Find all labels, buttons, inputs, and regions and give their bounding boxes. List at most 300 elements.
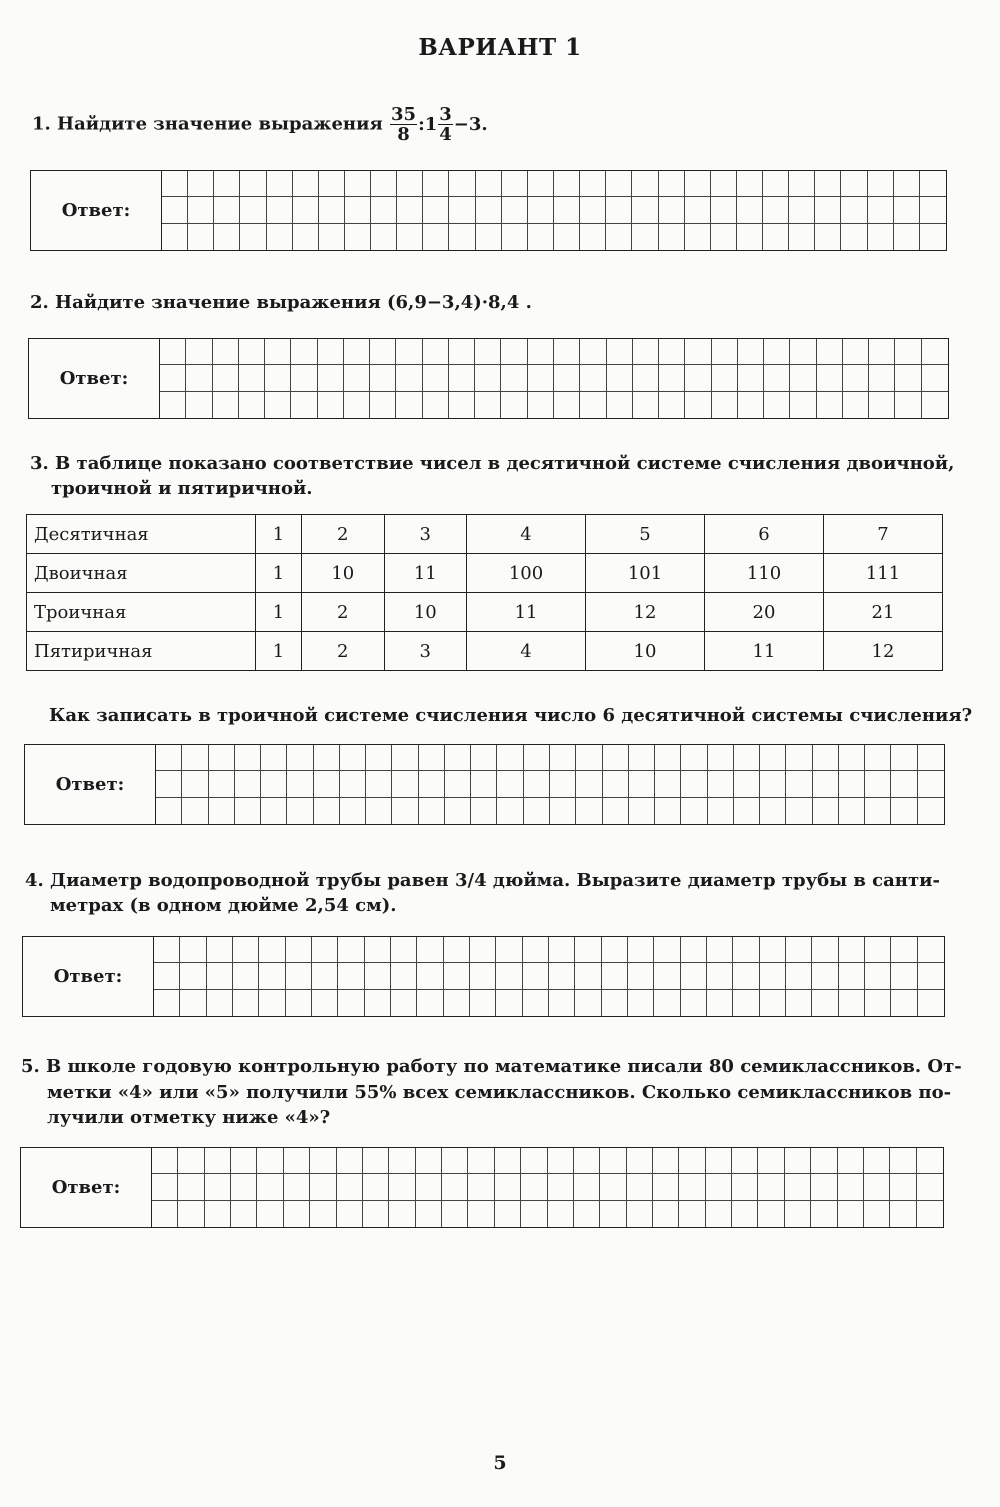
answer-cell[interactable] [178, 1174, 204, 1200]
answer-cell[interactable] [363, 1174, 389, 1200]
answer-cell[interactable] [789, 197, 815, 223]
answer-cell[interactable] [707, 963, 733, 989]
answer-cell[interactable] [312, 963, 338, 989]
answer-cell[interactable] [785, 1174, 811, 1200]
answer-cell[interactable] [554, 392, 580, 418]
answer-cell[interactable] [391, 990, 417, 1016]
answer-cell[interactable] [419, 771, 445, 797]
answer-cell[interactable] [655, 745, 681, 771]
answer-cell[interactable] [685, 171, 711, 197]
answer-cell[interactable] [417, 937, 443, 963]
answer-cell[interactable] [365, 937, 391, 963]
answer-cell[interactable] [338, 963, 364, 989]
answer-cell[interactable] [188, 224, 214, 250]
answer-cell[interactable] [312, 990, 338, 1016]
answer-cell[interactable] [261, 771, 287, 797]
answer-cell[interactable] [209, 771, 235, 797]
answer-cell[interactable] [628, 963, 654, 989]
answer-cell[interactable] [476, 197, 502, 223]
answer-cell[interactable] [790, 392, 816, 418]
answer-cell[interactable] [261, 798, 287, 824]
answer-cell[interactable] [576, 745, 602, 771]
answer-cell[interactable] [789, 224, 815, 250]
answer-cell[interactable] [786, 745, 812, 771]
answer-grid[interactable] [152, 1148, 943, 1227]
answer-cell[interactable] [396, 365, 422, 391]
answer-cell[interactable] [917, 1148, 943, 1174]
answer-cell[interactable] [865, 963, 891, 989]
answer-cell[interactable] [575, 963, 601, 989]
answer-cell[interactable] [528, 171, 554, 197]
answer-cell[interactable] [606, 171, 632, 197]
answer-cell[interactable] [209, 798, 235, 824]
answer-box-3[interactable] [24, 744, 945, 825]
answer-cell[interactable] [501, 392, 527, 418]
answer-cell[interactable] [607, 339, 633, 365]
answer-cell[interactable] [265, 365, 291, 391]
answer-cell[interactable] [606, 224, 632, 250]
answer-cell[interactable] [233, 990, 259, 1016]
answer-cell[interactable] [213, 365, 239, 391]
answer-cell[interactable] [188, 197, 214, 223]
answer-cell[interactable] [654, 963, 680, 989]
answer-cell[interactable] [633, 339, 659, 365]
answer-cell[interactable] [574, 1201, 600, 1227]
answer-cell[interactable] [366, 798, 392, 824]
answer-cell[interactable] [337, 1174, 363, 1200]
answer-cell[interactable] [679, 1148, 705, 1174]
answer-cell[interactable] [423, 392, 449, 418]
answer-cell[interactable] [416, 1174, 442, 1200]
answer-cell[interactable] [734, 798, 760, 824]
answer-cell[interactable] [449, 392, 475, 418]
answer-cell[interactable] [575, 990, 601, 1016]
answer-cell[interactable] [602, 937, 628, 963]
answer-cell[interactable] [918, 745, 944, 771]
answer-cell[interactable] [340, 745, 366, 771]
answer-cell[interactable] [162, 197, 188, 223]
answer-cell[interactable] [186, 365, 212, 391]
answer-cell[interactable] [786, 990, 812, 1016]
answer-cell[interactable] [764, 339, 790, 365]
answer-cell[interactable] [257, 1148, 283, 1174]
answer-cell[interactable] [231, 1148, 257, 1174]
answer-cell[interactable] [344, 339, 370, 365]
answer-cell[interactable] [785, 1201, 811, 1227]
answer-cell[interactable] [632, 224, 658, 250]
answer-cell[interactable] [286, 990, 312, 1016]
answer-cell[interactable] [760, 745, 786, 771]
answer-cell[interactable] [365, 990, 391, 1016]
answer-cell[interactable] [233, 937, 259, 963]
answer-cell[interactable] [496, 990, 522, 1016]
answer-cell[interactable] [363, 1201, 389, 1227]
answer-cell[interactable] [442, 1201, 468, 1227]
answer-cell[interactable] [708, 745, 734, 771]
answer-cell[interactable] [600, 1201, 626, 1227]
answer-cell[interactable] [319, 171, 345, 197]
answer-cell[interactable] [869, 339, 895, 365]
answer-cell[interactable] [580, 339, 606, 365]
answer-cell[interactable] [207, 990, 233, 1016]
answer-cell[interactable] [811, 1174, 837, 1200]
answer-cell[interactable] [257, 1174, 283, 1200]
answer-cell[interactable] [231, 1174, 257, 1200]
answer-cell[interactable] [627, 1201, 653, 1227]
answer-cell[interactable] [817, 339, 843, 365]
answer-cell[interactable] [843, 392, 869, 418]
answer-cell[interactable] [524, 771, 550, 797]
answer-cell[interactable] [392, 798, 418, 824]
answer-cell[interactable] [502, 224, 528, 250]
answer-cell[interactable] [495, 1148, 521, 1174]
answer-cell[interactable] [239, 339, 265, 365]
answer-cell[interactable] [922, 365, 948, 391]
answer-cell[interactable] [760, 771, 786, 797]
answer-cell[interactable] [659, 392, 685, 418]
answer-box-1[interactable] [30, 170, 947, 251]
answer-cell[interactable] [338, 990, 364, 1016]
answer-cell[interactable] [502, 171, 528, 197]
answer-cell[interactable] [789, 171, 815, 197]
answer-cell[interactable] [444, 937, 470, 963]
answer-cell[interactable] [523, 990, 549, 1016]
answer-cell[interactable] [314, 771, 340, 797]
answer-cell[interactable] [265, 339, 291, 365]
answer-cell[interactable] [681, 771, 707, 797]
answer-cell[interactable] [182, 745, 208, 771]
answer-cell[interactable] [214, 171, 240, 197]
answer-cell[interactable] [811, 1201, 837, 1227]
answer-cell[interactable] [817, 392, 843, 418]
answer-cell[interactable] [310, 1148, 336, 1174]
answer-cell[interactable] [575, 937, 601, 963]
answer-cell[interactable] [240, 197, 266, 223]
answer-cell[interactable] [891, 798, 917, 824]
answer-cell[interactable] [156, 771, 182, 797]
answer-cell[interactable] [213, 339, 239, 365]
answer-cell[interactable] [344, 365, 370, 391]
answer-cell[interactable] [419, 798, 445, 824]
answer-cell[interactable] [501, 339, 527, 365]
answer-cell[interactable] [839, 990, 865, 1016]
answer-cell[interactable] [389, 1201, 415, 1227]
answer-grid[interactable] [160, 339, 948, 418]
answer-cell[interactable] [659, 365, 685, 391]
answer-cell[interactable] [449, 197, 475, 223]
answer-box-4[interactable] [22, 936, 945, 1017]
answer-cell[interactable] [841, 197, 867, 223]
answer-cell[interactable] [442, 1148, 468, 1174]
answer-cell[interactable] [920, 171, 946, 197]
answer-cell[interactable] [366, 771, 392, 797]
answer-cell[interactable] [891, 745, 917, 771]
answer-cell[interactable] [162, 171, 188, 197]
answer-cell[interactable] [528, 197, 554, 223]
answer-cell[interactable] [417, 963, 443, 989]
answer-cell[interactable] [235, 771, 261, 797]
answer-cell[interactable] [918, 771, 944, 797]
answer-cell[interactable] [841, 171, 867, 197]
answer-cell[interactable] [239, 392, 265, 418]
answer-cell[interactable] [286, 963, 312, 989]
answer-cell[interactable] [839, 745, 865, 771]
answer-cell[interactable] [711, 171, 737, 197]
answer-cell[interactable] [920, 197, 946, 223]
answer-cell[interactable] [758, 1148, 784, 1174]
answer-cell[interactable] [445, 745, 471, 771]
answer-cell[interactable] [501, 365, 527, 391]
answer-cell[interactable] [838, 1148, 864, 1174]
answer-cell[interactable] [293, 197, 319, 223]
answer-cell[interactable] [708, 798, 734, 824]
answer-cell[interactable] [655, 798, 681, 824]
answer-cell[interactable] [550, 798, 576, 824]
answer-cell[interactable] [396, 392, 422, 418]
answer-box-5[interactable] [20, 1147, 944, 1228]
answer-cell[interactable] [894, 171, 920, 197]
answer-cell[interactable] [838, 1201, 864, 1227]
answer-cell[interactable] [549, 963, 575, 989]
answer-cell[interactable] [444, 990, 470, 1016]
answer-cell[interactable] [423, 365, 449, 391]
answer-cell[interactable] [416, 1148, 442, 1174]
answer-cell[interactable] [207, 937, 233, 963]
answer-cell[interactable] [865, 745, 891, 771]
answer-cell[interactable] [890, 1201, 916, 1227]
answer-cell[interactable] [711, 224, 737, 250]
answer-cell[interactable] [523, 937, 549, 963]
answer-cell[interactable] [732, 1201, 758, 1227]
answer-cell[interactable] [180, 937, 206, 963]
answer-cell[interactable] [864, 1148, 890, 1174]
answer-cell[interactable] [864, 1201, 890, 1227]
answer-cell[interactable] [869, 365, 895, 391]
answer-grid[interactable] [156, 745, 944, 824]
answer-cell[interactable] [763, 197, 789, 223]
answer-cell[interactable] [839, 771, 865, 797]
answer-cell[interactable] [497, 745, 523, 771]
answer-cell[interactable] [632, 171, 658, 197]
answer-cell[interactable] [865, 771, 891, 797]
answer-cell[interactable] [654, 990, 680, 1016]
answer-cell[interactable] [734, 771, 760, 797]
answer-cell[interactable] [345, 197, 371, 223]
answer-cell[interactable] [868, 224, 894, 250]
answer-cell[interactable] [712, 365, 738, 391]
answer-cell[interactable] [763, 224, 789, 250]
answer-cell[interactable] [580, 365, 606, 391]
answer-cell[interactable] [813, 798, 839, 824]
answer-cell[interactable] [389, 1148, 415, 1174]
answer-cell[interactable] [205, 1174, 231, 1200]
answer-cell[interactable] [574, 1174, 600, 1200]
answer-cell[interactable] [370, 339, 396, 365]
answer-cell[interactable] [790, 339, 816, 365]
answer-cell[interactable] [708, 771, 734, 797]
answer-cell[interactable] [314, 745, 340, 771]
answer-cell[interactable] [205, 1201, 231, 1227]
answer-cell[interactable] [423, 339, 449, 365]
answer-cell[interactable] [468, 1148, 494, 1174]
answer-cell[interactable] [366, 745, 392, 771]
answer-cell[interactable] [318, 339, 344, 365]
answer-cell[interactable] [760, 937, 786, 963]
answer-cell[interactable] [445, 771, 471, 797]
answer-cell[interactable] [213, 392, 239, 418]
answer-cell[interactable] [812, 963, 838, 989]
answer-cell[interactable] [392, 771, 418, 797]
answer-cell[interactable] [815, 224, 841, 250]
answer-cell[interactable] [470, 937, 496, 963]
answer-cell[interactable] [370, 392, 396, 418]
answer-cell[interactable] [813, 771, 839, 797]
answer-cell[interactable] [417, 990, 443, 1016]
answer-cell[interactable] [890, 1174, 916, 1200]
answer-cell[interactable] [629, 745, 655, 771]
answer-cell[interactable] [607, 365, 633, 391]
answer-cell[interactable] [423, 197, 449, 223]
answer-cell[interactable] [629, 798, 655, 824]
answer-cell[interactable] [602, 963, 628, 989]
answer-grid[interactable] [162, 171, 946, 250]
answer-cell[interactable] [160, 392, 186, 418]
answer-cell[interactable] [495, 1201, 521, 1227]
answer-cell[interactable] [284, 1174, 310, 1200]
answer-cell[interactable] [811, 1148, 837, 1174]
answer-cell[interactable] [817, 365, 843, 391]
answer-cell[interactable] [549, 937, 575, 963]
answer-cell[interactable] [706, 1148, 732, 1174]
answer-cell[interactable] [812, 990, 838, 1016]
answer-cell[interactable] [895, 365, 921, 391]
answer-cell[interactable] [918, 963, 944, 989]
answer-cell[interactable] [267, 171, 293, 197]
answer-cell[interactable] [344, 392, 370, 418]
answer-cell[interactable] [580, 197, 606, 223]
answer-cell[interactable] [606, 197, 632, 223]
answer-box-2[interactable] [28, 338, 949, 419]
answer-cell[interactable] [240, 224, 266, 250]
answer-cell[interactable] [679, 1201, 705, 1227]
answer-cell[interactable] [178, 1201, 204, 1227]
answer-cell[interactable] [548, 1174, 574, 1200]
answer-cell[interactable] [162, 224, 188, 250]
answer-cell[interactable] [681, 937, 707, 963]
answer-cell[interactable] [839, 798, 865, 824]
answer-cell[interactable] [444, 963, 470, 989]
answer-cell[interactable] [554, 339, 580, 365]
answer-cell[interactable] [259, 937, 285, 963]
answer-cell[interactable] [391, 937, 417, 963]
answer-cell[interactable] [894, 197, 920, 223]
answer-cell[interactable] [371, 197, 397, 223]
answer-cell[interactable] [659, 224, 685, 250]
answer-cell[interactable] [734, 745, 760, 771]
answer-cell[interactable] [528, 339, 554, 365]
answer-cell[interactable] [812, 937, 838, 963]
answer-cell[interactable] [548, 1148, 574, 1174]
answer-cell[interactable] [319, 224, 345, 250]
answer-cell[interactable] [389, 1174, 415, 1200]
answer-cell[interactable] [763, 171, 789, 197]
answer-cell[interactable] [497, 798, 523, 824]
answer-cell[interactable] [287, 798, 313, 824]
answer-cell[interactable] [521, 1201, 547, 1227]
answer-cell[interactable] [815, 171, 841, 197]
answer-cell[interactable] [293, 224, 319, 250]
answer-cell[interactable] [475, 392, 501, 418]
answer-cell[interactable] [841, 224, 867, 250]
answer-cell[interactable] [706, 1201, 732, 1227]
answer-cell[interactable] [554, 224, 580, 250]
answer-cell[interactable] [214, 224, 240, 250]
answer-cell[interactable] [659, 171, 685, 197]
answer-cell[interactable] [733, 963, 759, 989]
answer-cell[interactable] [653, 1148, 679, 1174]
answer-cell[interactable] [758, 1201, 784, 1227]
answer-cell[interactable] [496, 937, 522, 963]
answer-cell[interactable] [340, 771, 366, 797]
answer-cell[interactable] [607, 392, 633, 418]
answer-cell[interactable] [550, 771, 576, 797]
answer-cell[interactable] [685, 365, 711, 391]
answer-cell[interactable] [178, 1148, 204, 1174]
answer-cell[interactable] [629, 771, 655, 797]
answer-cell[interactable] [653, 1201, 679, 1227]
answer-cell[interactable] [239, 365, 265, 391]
answer-cell[interactable] [521, 1148, 547, 1174]
answer-cell[interactable] [397, 224, 423, 250]
answer-cell[interactable] [737, 224, 763, 250]
answer-cell[interactable] [813, 745, 839, 771]
answer-cell[interactable] [449, 339, 475, 365]
answer-cell[interactable] [550, 745, 576, 771]
answer-cell[interactable] [471, 771, 497, 797]
answer-cell[interactable] [681, 990, 707, 1016]
answer-cell[interactable] [235, 745, 261, 771]
answer-cell[interactable] [600, 1174, 626, 1200]
answer-cell[interactable] [261, 745, 287, 771]
answer-cell[interactable] [632, 197, 658, 223]
answer-cell[interactable] [445, 798, 471, 824]
answer-cell[interactable] [371, 171, 397, 197]
answer-cell[interactable] [419, 745, 445, 771]
answer-cell[interactable] [495, 1174, 521, 1200]
answer-cell[interactable] [786, 798, 812, 824]
answer-cell[interactable] [310, 1174, 336, 1200]
answer-cell[interactable] [764, 365, 790, 391]
answer-cell[interactable] [685, 224, 711, 250]
answer-cell[interactable] [732, 1174, 758, 1200]
answer-cell[interactable] [186, 392, 212, 418]
answer-cell[interactable] [738, 339, 764, 365]
answer-cell[interactable] [396, 339, 422, 365]
answer-cell[interactable] [209, 745, 235, 771]
answer-cell[interactable] [890, 1148, 916, 1174]
answer-cell[interactable] [287, 745, 313, 771]
answer-cell[interactable] [475, 365, 501, 391]
answer-cell[interactable] [738, 365, 764, 391]
answer-cell[interactable] [293, 171, 319, 197]
answer-cell[interactable] [449, 224, 475, 250]
answer-cell[interactable] [580, 392, 606, 418]
answer-cell[interactable] [602, 990, 628, 1016]
answer-cell[interactable] [600, 1148, 626, 1174]
answer-cell[interactable] [679, 1174, 705, 1200]
answer-cell[interactable] [659, 197, 685, 223]
answer-cell[interactable] [891, 937, 917, 963]
